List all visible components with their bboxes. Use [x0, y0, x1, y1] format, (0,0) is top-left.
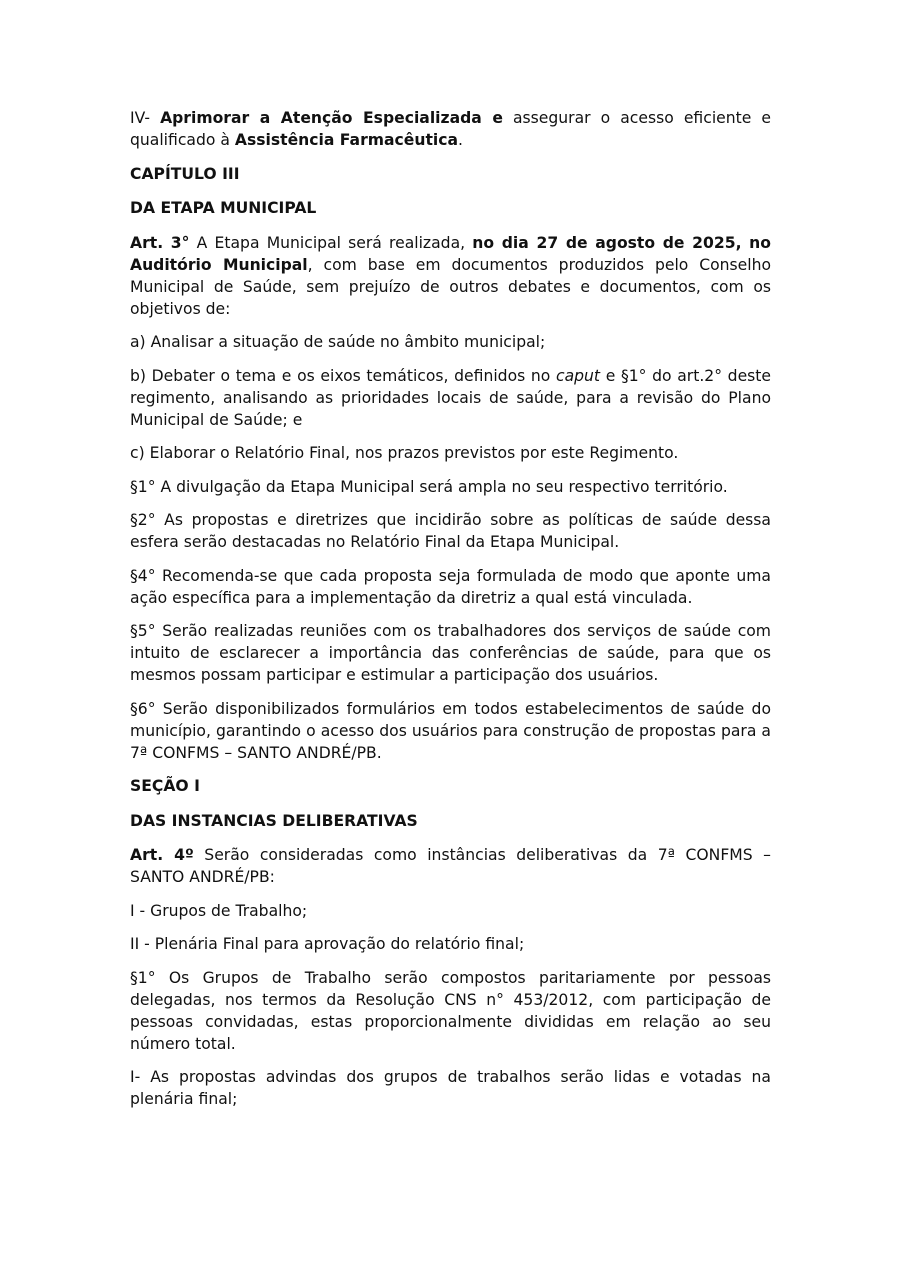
text: IV-	[130, 109, 161, 127]
paragraph-4: §4° Recomenda-se que cada proposta seja formulada de modo que aponte uma ação específica para a implementação da diretriz a qual está vinculada.	[130, 566, 771, 607]
article-4-item-i: I - Grupos de Trabalho;	[130, 901, 308, 920]
text: Serão consideradas como instâncias deliberativas da 7ª CONFMS – SANTO ANDRÉ/PB:	[130, 846, 771, 886]
item-c: c) Elaborar o Relatório Final, nos prazos previstos por este Regimento.	[130, 444, 679, 462]
article-4-paragraph-1: §1° Os Grupos de Trabalho serão compostos paritariamente por pessoas delegadas, nos termos da Resolução CNS n° 453/2012, com participação de pessoas convidadas, estas proporcionalmente divididas em relação ao seu número total.	[130, 968, 771, 1053]
bold-text: Aprimorar a Atenção Especializada e	[160, 109, 503, 127]
text: assegurar o acesso eficiente e qualificado à	[130, 109, 772, 149]
section-heading: SEÇÃO I	[130, 777, 200, 795]
paragraph-5: §5° Serão realizadas reuniões com os trabalhadores dos serviços de saúde com intuito de esclarecer a importância das conferências de saúde, para que os mesmos possam participar e estimular a participação dos usuários.	[130, 622, 771, 684]
section-title: DAS INSTANCIAS DELIBERATIVAS	[130, 811, 418, 830]
bold-text: no dia 27 de agosto de 2025, no Auditório Municipal	[130, 233, 771, 274]
bold-text: Assistência Farmacêutica	[234, 131, 459, 149]
text: .	[458, 131, 463, 149]
item-a: a) Analisar a situação de saúde no âmbito municipal;	[130, 333, 546, 351]
italic-text: caput	[556, 366, 601, 385]
item-b	[130, 365, 771, 431]
article-label: Art. 3°	[130, 233, 190, 252]
article-4	[130, 844, 771, 888]
article-3	[130, 232, 771, 320]
chapter-title: DA ETAPA MUNICIPAL	[130, 199, 317, 217]
paragraph-iv	[130, 107, 771, 151]
text: A Etapa Municipal será realizada,	[189, 233, 473, 252]
paragraph-6: §6° Serão disponibilizados formulários em todos estabelecimentos de saúde do município, garantindo o acesso dos usuários para construção de propostas para a 7ª CONFMS – SANTO ANDRÉ/PB.	[130, 699, 771, 762]
article-4-item-ii: II - Plenária Final para aprovação do relatório final;	[130, 935, 525, 953]
paragraph-2: §2° As propostas e diretrizes que incidirão sobre as políticas de saúde dessa esfera serão destacadas no Relatório Final da Etapa Municipal.	[130, 511, 771, 551]
article-label: Art. 4º	[130, 846, 194, 864]
text: b) Debater o tema e os eixos temáticos, definidos no	[130, 366, 557, 385]
text: e §1° do art.2° deste regimento, analisando as prioridades locais de saúde, para a revisão do Plano Municipal de Saúde; e	[130, 366, 771, 429]
paragraph-1: §1° A divulgação da Etapa Municipal será ampla no seu respectivo território.	[130, 477, 728, 496]
article-4-paragraph-1-item-i: I- As propostas advindas dos grupos de trabalhos serão lidas e votadas na plenária final;	[130, 1068, 771, 1108]
chapter-heading: CAPÍTULO III	[130, 164, 240, 183]
text: , com base em documentos produzidos pelo Conselho Municipal de Saúde, sem prejuízo de outros debates e documentos, com os objetivos de:	[130, 255, 771, 318]
